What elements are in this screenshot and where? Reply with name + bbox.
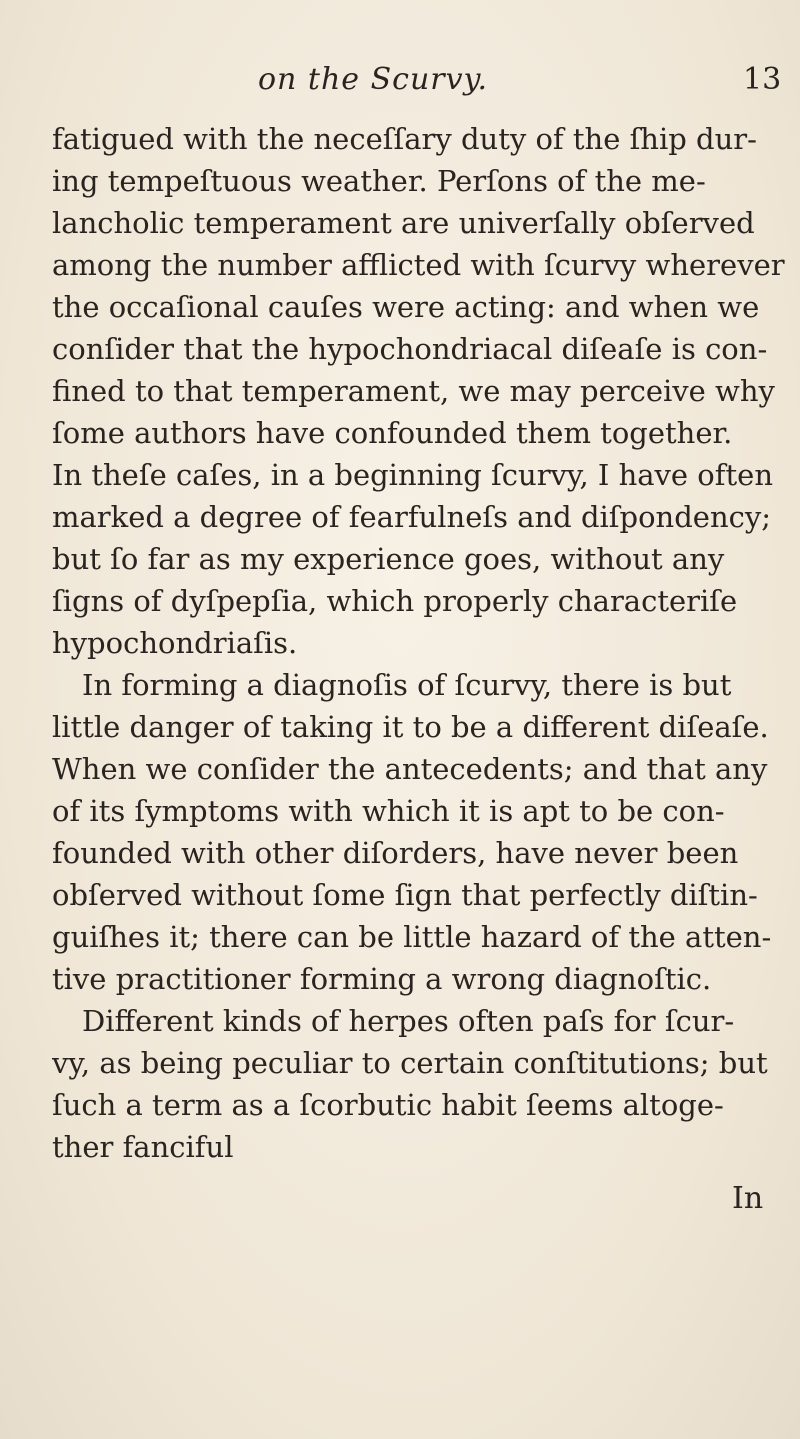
text-line: little danger of taking it to be a different diſeaſe. bbox=[52, 710, 769, 744]
text-line: In theſe caſes, in a beginning ſcurvy, I have often bbox=[52, 458, 773, 492]
text-line: guiſhes it; there can be little hazard of the atten- bbox=[52, 920, 772, 954]
text-line: tive practitioner forming a wrong diagnoſtic. bbox=[52, 962, 712, 996]
text-line: fatigued with the neceſſary duty of the ſhip dur- bbox=[52, 122, 757, 156]
running-title: on the Scurvy. bbox=[258, 62, 489, 97]
text-line: the occaſional cauſes were acting: and when we bbox=[52, 290, 760, 324]
text-line: but ſo far as my experience goes, without any bbox=[52, 542, 725, 576]
text-line: ſuch a term as a ſcorbutic habit ſeems altoge- bbox=[52, 1088, 724, 1122]
text-line: ther fanciful bbox=[52, 1130, 234, 1164]
paragraph-start-line: In forming a diagnoſis of ſcurvy, there is but bbox=[82, 668, 732, 702]
running-head bbox=[0, 62, 800, 102]
text-line: founded with other diſorders, have never been bbox=[52, 836, 739, 870]
text-line: ing tempeſtuous weather. Perſons of the me- bbox=[52, 164, 706, 198]
text-line: conſider that the hypochondriacal diſeaſe is con- bbox=[52, 332, 768, 366]
text-line: ſigns of dyſpepſia, which properly characteriſe bbox=[52, 584, 738, 618]
text-line: fined to that temperament, we may perceive why bbox=[52, 374, 775, 408]
text-line: of its ſymptoms with which it is apt to be con- bbox=[52, 794, 725, 828]
text-line: ſome authors have confounded them together. bbox=[52, 416, 733, 450]
text-line: lancholic temperament are univerſally obſerved bbox=[52, 206, 755, 240]
text-line: When we conſider the antecedents; and that any bbox=[52, 752, 768, 786]
text-line: among the number afflicted with ſcurvy wherever bbox=[52, 248, 785, 282]
paragraph-start-line: Different kinds of herpes often paſs for ſcur- bbox=[82, 1004, 735, 1038]
text-line: marked a degree of fearfulneſs and diſpondency; bbox=[52, 500, 772, 534]
text-line: vy, as being peculiar to certain conſtitutions; but bbox=[52, 1046, 768, 1080]
text-line: obſerved without ſome ſign that perfectly diſtin- bbox=[52, 878, 758, 912]
text-line: hypochondriaſis. bbox=[52, 626, 298, 660]
body-text bbox=[52, 118, 797, 1216]
catchword: In bbox=[732, 1181, 764, 1216]
page-number: 13 bbox=[743, 62, 782, 97]
